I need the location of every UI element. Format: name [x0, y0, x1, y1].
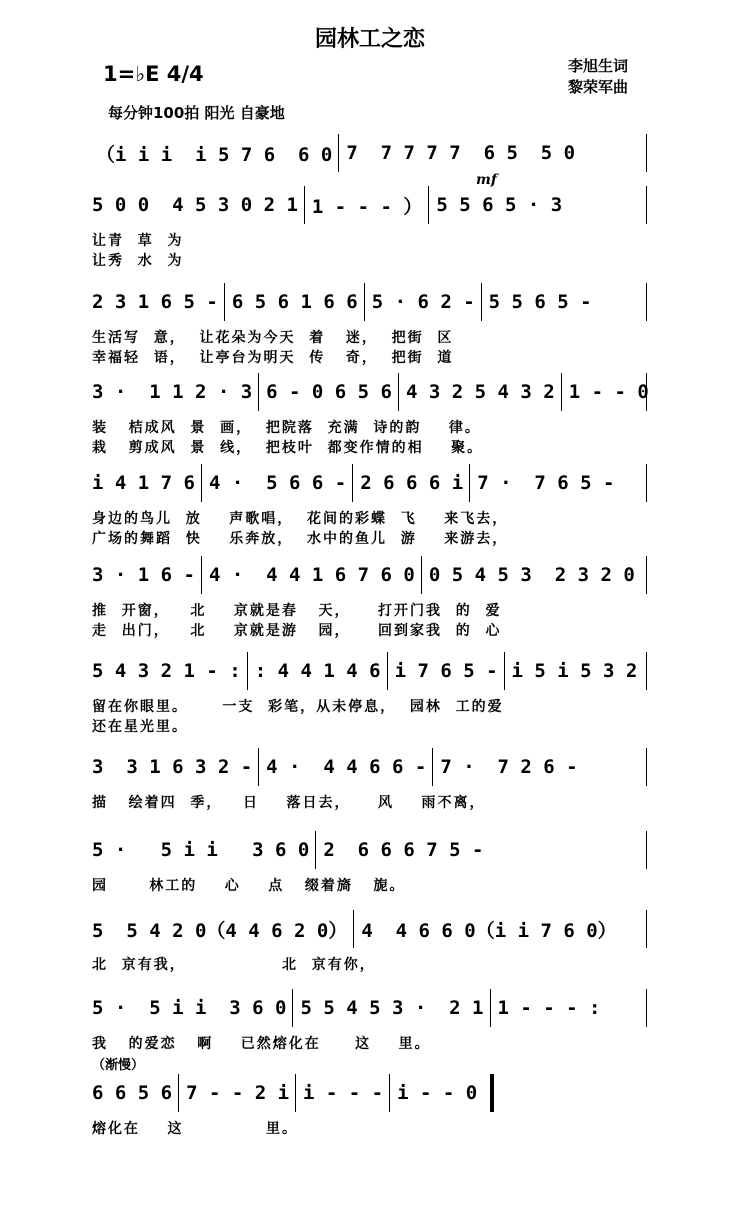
lyric-line-1: 熔化在 这 里。 — [92, 1121, 298, 1137]
notation-line — [92, 190, 562, 220]
measure: 3 · 1 6 - — [92, 564, 195, 586]
bar-line — [392, 377, 406, 407]
lyric-line-1: 留在你眼里。 一支 彩笔，从未停息， 园林 工的爱 — [92, 699, 504, 715]
notation-line — [96, 138, 575, 168]
lyric-line-1: 装 桔成风 景 画， 把院落 充满 诗的韵 律。 — [92, 420, 481, 436]
lyric-line-2: 栽 剪成风 景 线， 把枝叶 都变作情的相 聚。 — [92, 440, 484, 456]
lyric-line-2: 幸福轻 语， 让亭台为明天 传 奇， 把街 道 — [92, 350, 454, 366]
measure: 5 5 6 5 - — [488, 291, 592, 313]
measure: 0 5 4 5 3 2 3 2 0 — [428, 564, 635, 586]
measure: 5 · 5 i i 3 6 0 — [92, 997, 287, 1019]
bar-line — [195, 560, 209, 590]
measure: : 4 4 1 4 6 — [254, 660, 381, 682]
bar-line — [252, 752, 266, 782]
system-end-bar — [646, 556, 647, 594]
measure: 1 - - 0 — [568, 381, 649, 403]
lyric-line-1: 生活写 意， 让花朵为今天 着 迷， 把街 区 — [92, 330, 454, 346]
bar-line — [195, 468, 209, 498]
bar-line — [346, 468, 360, 498]
measure: 7 · 7 2 6 - — [440, 756, 578, 778]
bar-line — [555, 377, 569, 407]
bar-line — [347, 914, 361, 944]
system-end-bar — [490, 1074, 494, 1112]
lyric-line-1: 我 的爱恋 啊 已然熔化在 这 里。 — [92, 1036, 431, 1052]
song-title: 园林工之恋 — [314, 27, 425, 52]
system-end-bar — [646, 464, 647, 502]
measure: 4 · 4 4 6 6 - — [266, 756, 427, 778]
system-end-bar — [646, 989, 647, 1027]
system-end-bar — [646, 134, 647, 172]
measure: 5 5 6 5 · 3 — [436, 194, 563, 216]
bar-line — [383, 1078, 397, 1108]
music-system — [0, 1078, 740, 1158]
measure: i 7 6 5 - — [394, 660, 498, 682]
notation-line — [92, 835, 484, 865]
measure: 1 - - - : — [497, 997, 601, 1019]
lyric-line-2: 还在星光里。 — [92, 719, 188, 735]
notation-line — [92, 287, 592, 317]
notation-line — [92, 468, 614, 498]
system-end-bar — [646, 373, 647, 411]
system-end-bar — [646, 283, 647, 321]
lyric-line-2: 让秀 水 为 — [92, 253, 184, 269]
bar-line — [252, 377, 266, 407]
bar-line — [241, 656, 255, 686]
bar-line — [298, 190, 312, 220]
notation-line — [92, 752, 578, 782]
bar-line — [426, 752, 440, 782]
bar-line — [332, 138, 346, 168]
bar-line — [475, 287, 489, 317]
lyric-line-1: 描 绘着四 季， 日 落日去， 风 雨不离， — [92, 795, 486, 811]
bar-line — [463, 468, 477, 498]
music-system — [0, 914, 740, 994]
measure: 6 5 6 1 6 6 — [231, 291, 358, 313]
measure: i - - - — [303, 1082, 384, 1104]
measure: 3 · 1 1 2 · 3 — [92, 381, 253, 403]
dynamic-mark: mf — [476, 172, 497, 188]
measure: 7 - - 2 i — [186, 1082, 290, 1104]
measure: 6 - 0 6 5 6 — [266, 381, 392, 403]
notation-line — [92, 914, 617, 944]
measure: i 4 1 7 6 — [92, 472, 195, 494]
system-end-bar — [646, 910, 647, 948]
measure: i - - 0 — [397, 1082, 478, 1104]
measure: 2 6 6 6 i — [360, 472, 464, 494]
bar-line — [498, 656, 512, 686]
measure: 7 7 7 7 7 6 5 5 0 — [346, 142, 576, 164]
notation-line — [92, 656, 637, 686]
measure: （i i i i 5 7 6 6 0 — [96, 143, 333, 166]
measure: 2 3 1 6 5 - — [92, 291, 218, 313]
bar-line — [309, 835, 323, 865]
notation-line — [92, 1078, 477, 1108]
measure: 7 · 7 6 5 - — [477, 472, 615, 494]
measure: 5 0 0 4 5 3 0 2 1 — [92, 194, 298, 216]
measure: 4 · 5 6 6 - — [208, 472, 347, 494]
bar-line — [422, 190, 436, 220]
bar-line — [415, 560, 429, 590]
measure: 3 3 1 6 3 2 - — [92, 756, 253, 778]
bar-line — [358, 287, 372, 317]
tempo-change-mark: （渐慢） — [92, 1058, 145, 1073]
bar-line — [218, 287, 232, 317]
system-end-bar — [646, 831, 647, 869]
measure: 6 6 5 6 — [92, 1082, 173, 1104]
music-system — [0, 835, 740, 915]
system-end-bar — [646, 186, 647, 224]
music-system — [0, 993, 740, 1073]
notation-line — [92, 560, 635, 590]
music-system — [0, 190, 740, 270]
measure: 4 · 4 4 1 6 7 6 0 — [208, 564, 415, 586]
notation-line — [92, 993, 600, 1023]
music-system — [0, 287, 740, 367]
lyric-line-1: 园 林工的 心 点 缀着旖 旎。 — [92, 878, 406, 894]
measure: 1 - - - ） — [311, 195, 423, 218]
lyric-line-1: 身边的鸟儿 放 声歌唱， 花间的彩蝶 飞 来飞去， — [92, 511, 509, 527]
measure: 5 5 4 2 0（4 4 6 2 0） — [92, 919, 348, 942]
measure: 4 3 2 5 4 3 2 — [406, 381, 555, 403]
tempo-marking: 每分钟100拍 阳光 自豪地 — [108, 104, 285, 122]
lyric-line-1: 推 开窗， 北 京就是春 天， 打开门我 的 爱 — [92, 603, 502, 619]
lyric-line-1: 让青 草 为 — [92, 233, 184, 249]
lyricist-credit: 李旭生词 — [568, 57, 629, 75]
notation-line — [92, 377, 649, 407]
music-system — [0, 656, 740, 736]
lyric-line-2: 广场的舞蹈 快 乐奔放， 水中的鱼儿 游 来游去， — [92, 531, 509, 547]
bar-line — [286, 993, 300, 1023]
measure: 5 4 3 2 1 - : — [92, 660, 241, 682]
measure: i 5 i 5 3 2 — [511, 660, 638, 682]
composer-credit: 黎荣军曲 — [568, 78, 629, 96]
lyric-line-2: 走 出门， 北 京就是游 园， 回到家我 的 心 — [92, 623, 502, 639]
measure: 5 · 6 2 - — [371, 291, 475, 313]
bar-line — [289, 1078, 303, 1108]
bar-line — [381, 656, 395, 686]
system-end-bar — [646, 652, 647, 690]
lyric-line-1: 北 京有我， 北 京有你， — [92, 957, 376, 973]
measure: 5 5 4 5 3 · 2 1 — [300, 997, 484, 1019]
music-system — [0, 468, 740, 548]
bar-line — [484, 993, 498, 1023]
music-system — [0, 560, 740, 640]
music-system — [0, 752, 740, 832]
measure: 4 4 6 6 0（i i 7 6 0） — [361, 919, 617, 942]
key-signature: 1=♭E 4/4 — [103, 62, 204, 86]
measure: 2 6 6 6 7 5 - — [323, 839, 484, 861]
measure: 5 · 5 i i 3 6 0 — [92, 839, 310, 861]
bar-line — [172, 1078, 186, 1108]
system-end-bar — [646, 748, 647, 786]
music-system — [0, 377, 740, 457]
